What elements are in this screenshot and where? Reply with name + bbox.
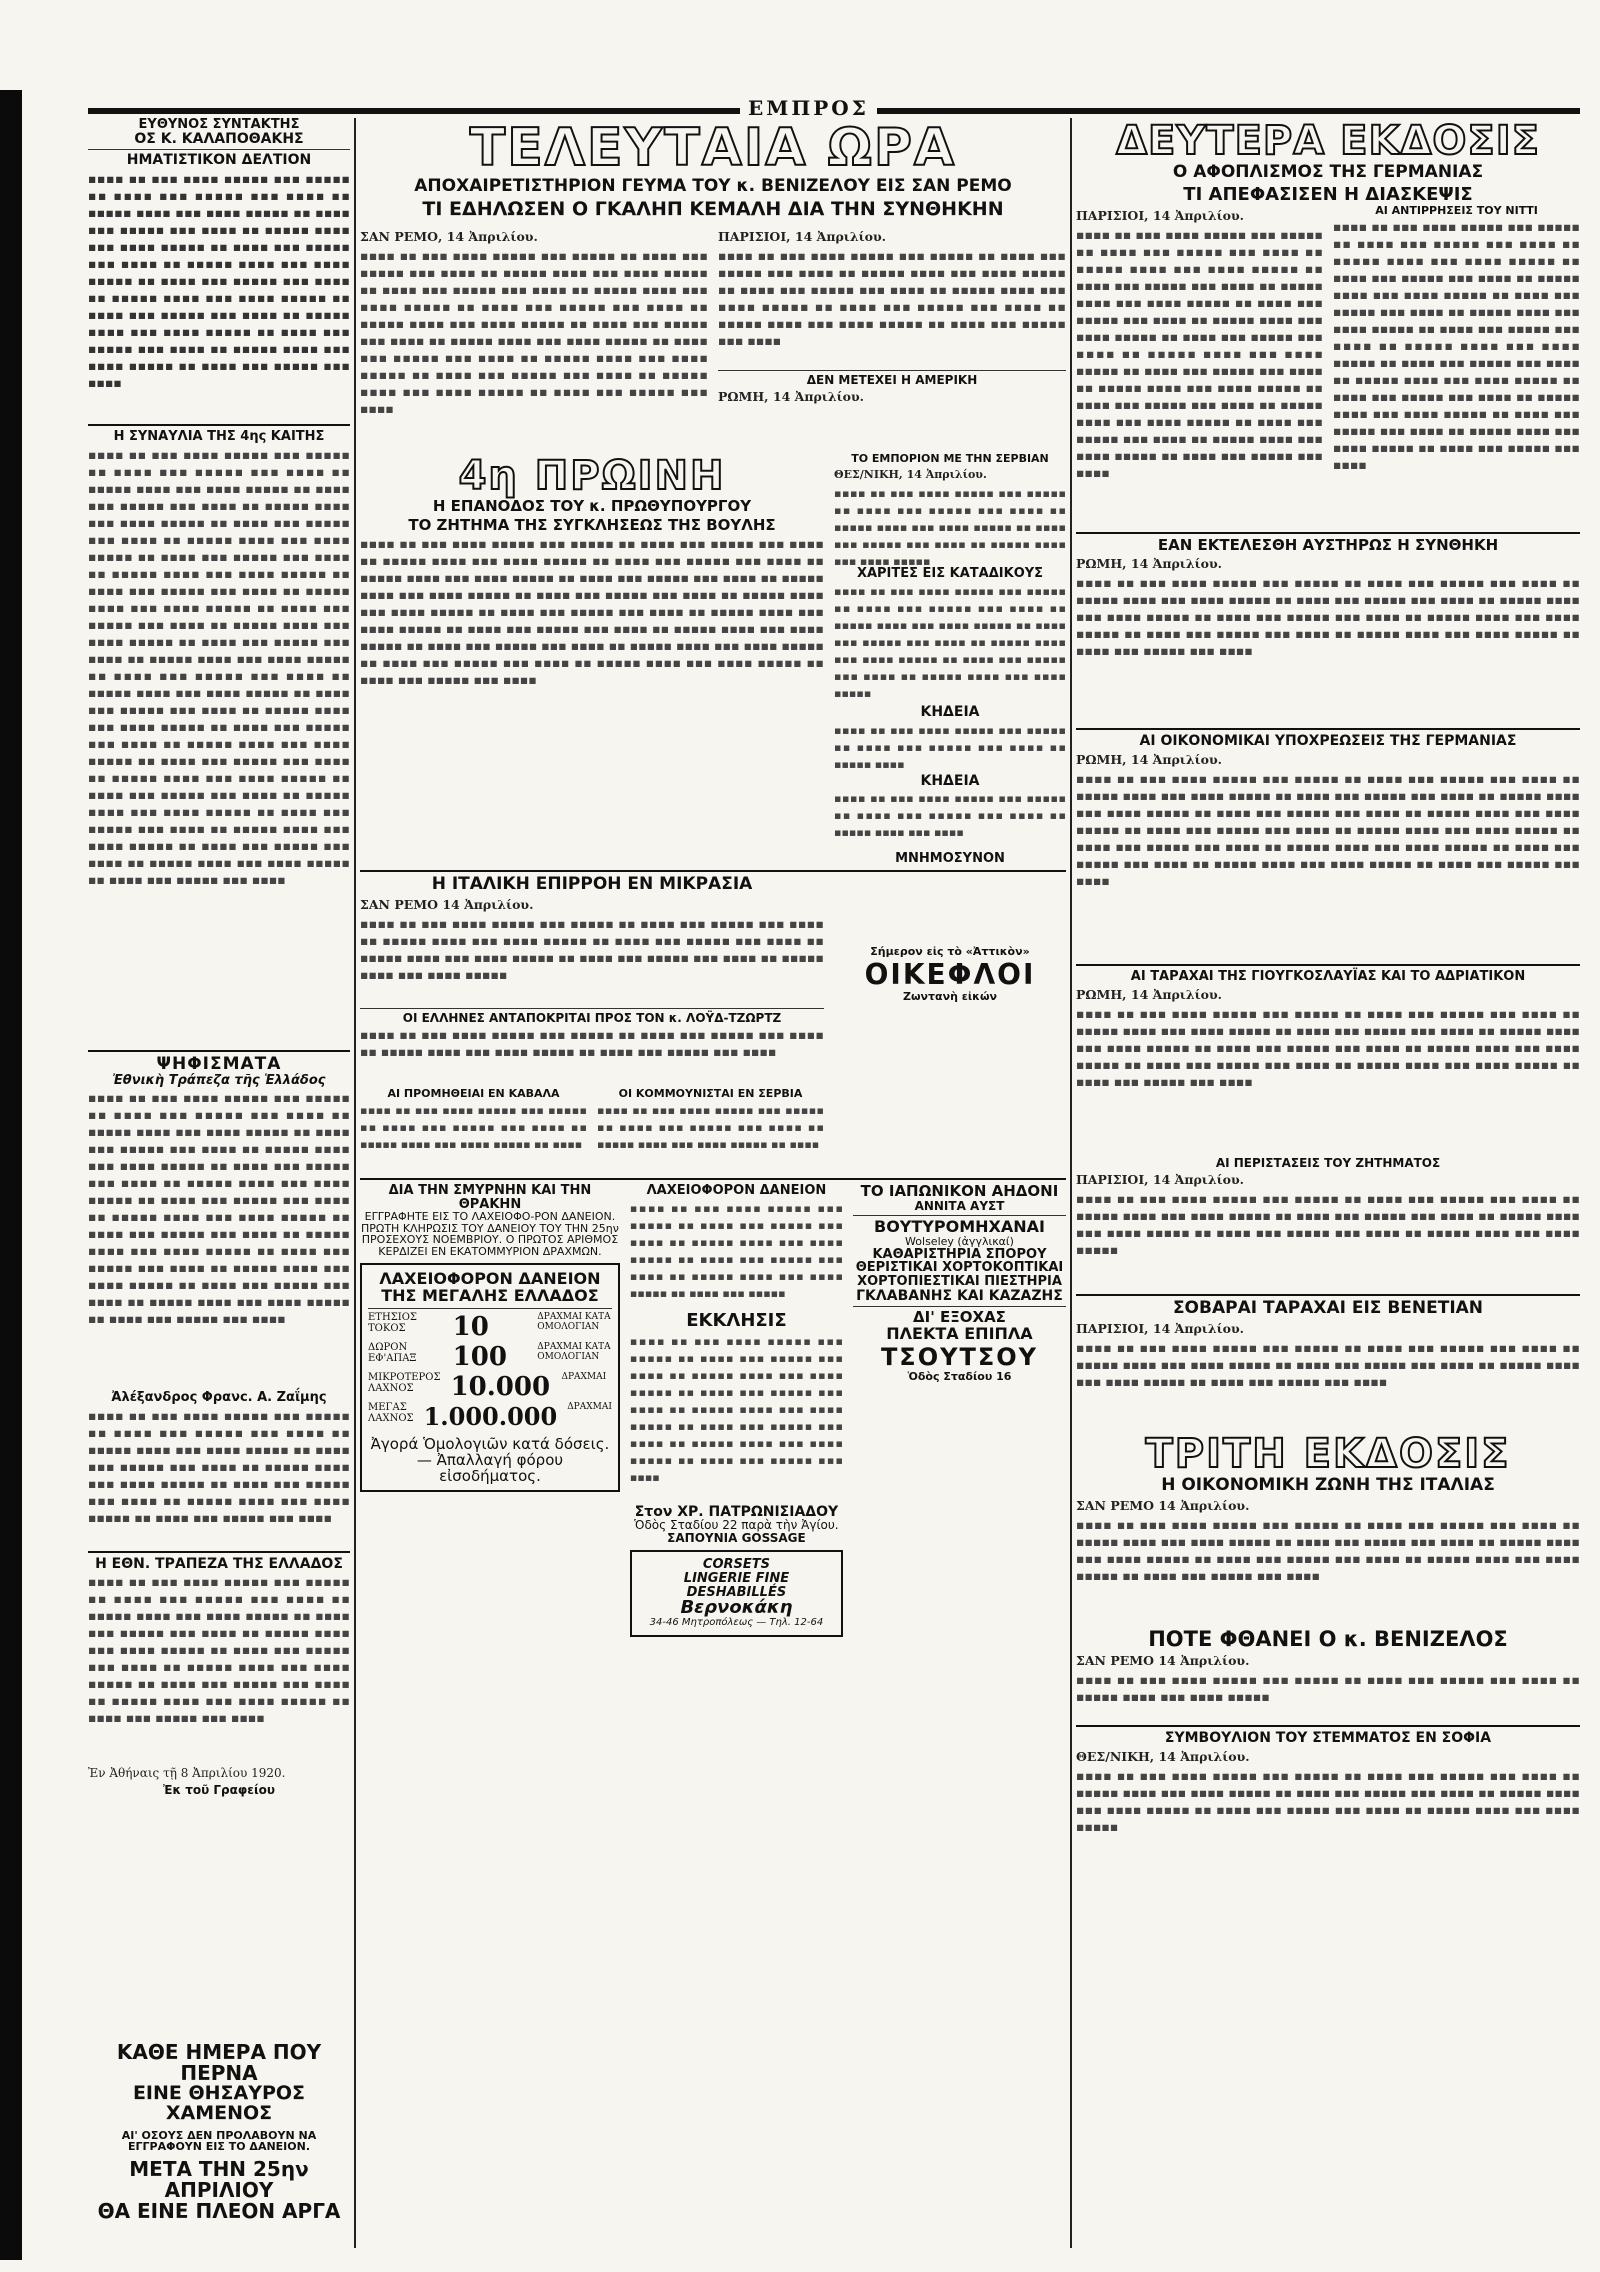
loan-row-unit: ΔΡΑΧΜΑΙ ΚΑΤΑ ΟΜΟΛΟΓΙΑΝ (537, 1312, 611, 1333)
section-heading: ΑΙ ΑΝΤΙΡΡΗΣΕΙΣ ΤΟΥ ΝΙΤΤΙ (1375, 203, 1538, 217)
loan-row-label: ΔΩΡΟΝ ΕΦ'ΑΠΑΞ (368, 1342, 417, 1365)
article-body: ▪▪▪▪ ▪▪ ▪▪▪ ▪▪▪▪ ▪▪▪▪▪ ▪▪▪ ▪▪▪▪▪ ▪▪ ▪▪▪▪ ▪▪▪ ▪▪▪▪▪ ▪▪▪ ▪▪▪▪ ▪▪ ▪▪▪▪▪ ▪▪▪▪ ▪▪▪ ▪▪▪▪ ▪▪▪▪▪ ▪▪ ▪▪▪▪ ▪▪▪ ▪▪▪▪▪ ▪▪▪ ▪▪▪▪ ▪▪ ▪▪▪▪▪ ▪▪▪▪ ▪▪▪ ▪▪▪▪ ▪▪▪▪▪ ▪▪ ▪▪▪▪ ▪▪▪ ▪▪▪▪▪ ▪▪▪ ▪▪▪▪ ▪▪ ▪▪▪▪▪ ▪▪▪▪ ▪▪▪ ▪▪▪▪ ▪▪▪▪▪ ▪▪ ▪▪▪▪ ▪▪▪ ▪▪▪▪▪ ▪▪▪ ▪▪▪▪ ▪▪ ▪▪▪▪▪ ▪▪▪▪ ▪▪▪ ▪▪▪▪ ▪▪▪▪▪ ▪▪ ▪▪▪▪ ▪▪▪ ▪▪▪▪▪ ▪▪▪ ▪▪▪▪ (88, 1574, 350, 1726)
column-right (1076, 118, 1580, 2248)
dateline: ΡΩΜΗ, 14 Ἀπριλίου. (1076, 752, 1223, 768)
loan-row-unit: ΔΡΑΧΜΑΙ (567, 1402, 612, 1413)
headline: Η ΟΙΚΟΝΟΜΙΚΗ ΖΩΝΗ ΤΗΣ ΙΤΑΛΙΑΣ (1161, 1475, 1495, 1496)
headline: Η ΕΠΑΝΟΔΟΣ ΤΟΥ κ. ΠΡΩΘΥΠΟΥΡΓΟΥ (432, 496, 752, 515)
article-body: ▪▪▪▪ ▪▪ ▪▪▪ ▪▪▪▪ ▪▪▪▪▪ ▪▪▪ ▪▪▪▪▪ ▪▪ ▪▪▪▪ ▪▪▪ ▪▪▪▪▪ ▪▪▪ ▪▪▪▪ ▪▪ ▪▪▪▪▪ ▪▪▪▪ ▪▪▪ ▪▪▪▪ ▪▪▪▪▪ ▪▪ ▪▪▪▪ ▪▪▪ ▪▪▪▪▪ ▪▪▪ ▪▪▪▪ ▪▪ ▪▪▪▪▪ ▪▪▪▪ ▪▪▪ ▪▪▪▪ ▪▪▪▪▪ ▪▪ ▪▪▪▪ ▪▪▪ ▪▪▪▪▪ ▪▪▪ ▪▪▪▪ ▪▪ ▪▪▪▪▪ ▪▪▪▪ ▪▪▪ ▪▪▪▪ ▪▪▪▪▪ (834, 584, 1066, 700)
headline: ΣΥΜΒΟΥΛΙΟΝ ΤΟΥ ΣΤΕΜΜΑΤΟΣ ΕΝ ΣΟΦΙΑ (1164, 1730, 1492, 1747)
ad-title: ΤΣΟΥΤΣΟΥ (880, 1342, 1039, 1371)
dateline: ΡΩΜΗ, 14 Ἀπριλίου. (1076, 986, 1223, 1002)
article-body: ▪▪▪▪ ▪▪ ▪▪▪ ▪▪▪▪ ▪▪▪▪▪ ▪▪▪ ▪▪▪▪▪ ▪▪ ▪▪▪▪ ▪▪▪ ▪▪▪▪▪ ▪▪▪ ▪▪▪▪ ▪▪ ▪▪▪▪▪ ▪▪▪▪ ▪▪▪ ▪▪▪▪ ▪▪▪▪▪ ▪▪ ▪▪▪▪ ▪▪▪ ▪▪▪▪▪ ▪▪▪ ▪▪▪▪ (360, 1027, 824, 1060)
ad-body: ΕΓΓΡΑΦΗΤΕ ΕΙΣ ΤΟ ΛΑΧΕΙΟΦΟ-ΡΟΝ ΔΑΝΕΙΟΝ. ΠΡΩΤΗ ΚΛΗΡΩΣΙΣ ΤΟΥ ΔΑΝΕΙΟΥ ΤΟΥ ΤΗΝ 25ην ΠΡΟΣΕΧΟΥΣ ΝΟΕΜΒΡΙΟΥ. Ο ΠΡΩΤΟΣ ΑΡΙΘΜΟΣ ΚΕΡΔΙΖΕΙ ΕΝ ΕΚΑΤΟΜΜΥΡΙΟΝ ΔΡΑΧΜΩΝ. (361, 1210, 619, 1258)
ad-address: Ὁδὸς Σταδίου 22 παρὰ τὴν Ἀγίου. (634, 1518, 839, 1533)
ad-title: ΘΕΡΙΣΤΙΚΑΙ ΧΟΡΤΟΚΟΠΤΙΚΑΙ (855, 1260, 1064, 1276)
section-heading: Η ΕΘΝ. ΤΡΑΠΕΖΑ ΤΗΣ ΕΛΛΑΔΟΣ (95, 1555, 343, 1572)
ad-title: ΟΙΚΕΦΛΟΙ (864, 957, 1036, 991)
loan-row-unit: ΔΡΑΧΜΑΙ ΚΑΤΑ ΟΜΟΛΟΓΙΑΝ (537, 1342, 611, 1363)
article-body: ▪▪▪▪ ▪▪ ▪▪▪ ▪▪▪▪ ▪▪▪▪▪ ▪▪▪ ▪▪▪▪▪ ▪▪ ▪▪▪▪ ▪▪▪ ▪▪▪▪▪ ▪▪▪ ▪▪▪▪ ▪▪ ▪▪▪▪▪ ▪▪▪▪ ▪▪▪ ▪▪▪▪ ▪▪▪▪▪ ▪▪ ▪▪▪▪ ▪▪▪ ▪▪▪▪▪ ▪▪▪ ▪▪▪▪ ▪▪ ▪▪▪▪▪ ▪▪▪▪ ▪▪▪ ▪▪▪▪ ▪▪▪▪▪ ▪▪ ▪▪▪▪ ▪▪▪ ▪▪▪▪▪ ▪▪▪ ▪▪▪▪ ▪▪ ▪▪▪▪▪ ▪▪▪▪ ▪▪▪ ▪▪▪▪ ▪▪▪▪▪ ▪▪ ▪▪▪▪ ▪▪▪ ▪▪▪▪▪ ▪▪▪ ▪▪▪▪ (88, 1407, 350, 1525)
section-heading: ΤΟ ΕΜΠΟΡΙΟΝ ΜΕ ΤΗΝ ΣΕΡΒΙΑΝ (851, 451, 1049, 465)
section-heading: ΔΕΝ ΜΕΤΕΧΕΙ Η ΑΜΕΡΙΚΗ (806, 372, 978, 387)
loan-title: ΛΑΧΕΙΟΦΟΡΟΝ ΔΑΝΕΙΟΝ (379, 1269, 601, 1289)
ad-line: ΚΑΘΕ ΗΜΕΡΑ ΠΟΥ ΠΕΡΝΑ (116, 2042, 322, 2085)
banner-headline: ΤΡΙΤΗ ΕΚΔΟΣΙΣ (1145, 1431, 1511, 1478)
loan-row-value: 10.000 (450, 1372, 551, 1403)
headline: ΣΟΒΑΡΑΙ ΤΑΡΑΧΑΙ ΕΙΣ ΒΕΝΕΤΙΑΝ (1172, 1298, 1484, 1319)
ad-line: ΘΑ ΕΙΝΕ ΠΛΕΟΝ ΑΡΓΑ (97, 2198, 341, 2223)
article-body: ▪▪▪▪ ▪▪ ▪▪▪ ▪▪▪▪ ▪▪▪▪▪ ▪▪▪ ▪▪▪▪▪ ▪▪ ▪▪▪▪ ▪▪▪ ▪▪▪▪▪ ▪▪▪ ▪▪▪▪ ▪▪ ▪▪▪▪▪ ▪▪▪▪ ▪▪▪ ▪▪▪▪ ▪▪▪▪▪ ▪▪ ▪▪▪▪ (597, 1103, 824, 1151)
scan-binding-edge (0, 90, 22, 2260)
article-body: ▪▪▪▪ ▪▪ ▪▪▪ ▪▪▪▪ ▪▪▪▪▪ ▪▪▪ ▪▪▪▪▪ ▪▪ ▪▪▪▪ ▪▪▪ ▪▪▪▪▪ ▪▪▪ ▪▪▪▪ ▪▪ ▪▪▪▪▪ ▪▪▪▪ ▪▪▪ ▪▪▪▪ ▪▪▪▪▪ ▪▪ ▪▪▪▪ ▪▪▪ ▪▪▪▪▪ ▪▪▪ ▪▪▪▪ ▪▪ ▪▪▪▪▪ ▪▪▪▪ ▪▪▪ ▪▪▪▪ ▪▪▪▪▪ ▪▪ ▪▪▪▪ ▪▪▪ ▪▪▪▪▪ ▪▪▪ ▪▪▪▪ ▪▪ ▪▪▪▪▪ ▪▪▪▪ ▪▪▪ ▪▪▪▪ ▪▪▪▪▪ ▪▪ ▪▪▪▪ ▪▪▪ ▪▪▪▪▪ ▪▪▪ ▪▪▪▪ ▪▪ ▪▪▪▪▪ ▪▪▪▪ ▪▪▪ ▪▪▪▪ ▪▪▪▪▪ ▪▪ ▪▪▪▪ ▪▪▪ ▪▪▪▪▪ ▪▪▪ ▪▪▪▪ ▪▪ ▪▪▪▪▪ ▪▪▪▪ ▪▪▪ ▪▪▪▪ ▪▪▪▪▪ ▪▪ ▪▪▪▪ ▪▪▪ ▪▪▪▪▪ ▪▪▪ ▪▪▪▪ ▪▪ ▪▪▪▪▪ ▪▪▪▪ ▪▪▪ ▪▪▪▪ ▪▪▪▪▪ ▪▪ ▪▪▪▪ ▪▪▪ ▪▪▪▪▪ ▪▪▪ ▪▪▪▪ (360, 247, 708, 416)
article-body: ▪▪▪▪ ▪▪ ▪▪▪ ▪▪▪▪ ▪▪▪▪▪ ▪▪▪ ▪▪▪▪▪ ▪▪ ▪▪▪▪ ▪▪▪ ▪▪▪▪▪ ▪▪▪ ▪▪▪▪ ▪▪ ▪▪▪▪▪ ▪▪▪▪ ▪▪▪ ▪▪▪▪ ▪▪▪▪▪ ▪▪ ▪▪▪▪ ▪▪▪ ▪▪▪▪▪ ▪▪▪ ▪▪▪▪ ▪▪ ▪▪▪▪▪ ▪▪▪▪ ▪▪▪ ▪▪▪▪ ▪▪▪▪▪ ▪▪ ▪▪▪▪ ▪▪▪ ▪▪▪▪▪ ▪▪▪ ▪▪▪▪ ▪▪ ▪▪▪▪▪ ▪▪▪▪ ▪▪▪ ▪▪▪▪ ▪▪▪▪▪ ▪▪ ▪▪▪▪ ▪▪▪ ▪▪▪▪▪ ▪▪▪ ▪▪▪▪ ▪▪ ▪▪▪▪▪ ▪▪▪▪ ▪▪▪ ▪▪▪▪ ▪▪▪▪▪ ▪▪ ▪▪▪▪ ▪▪▪ ▪▪▪▪▪ ▪▪▪ ▪▪▪▪ ▪▪ ▪▪▪▪▪ ▪▪▪▪ ▪▪▪ ▪▪▪▪ ▪▪▪▪▪ ▪▪ ▪▪▪▪ ▪▪▪ ▪▪▪▪▪ ▪▪▪ ▪▪▪▪ ▪▪ ▪▪▪▪▪ ▪▪▪▪ ▪▪▪ ▪▪▪▪ ▪▪▪▪▪ ▪▪ ▪▪▪▪ ▪▪▪ ▪▪▪▪▪ ▪▪▪ ▪▪▪▪ ▪▪ ▪▪▪▪▪ ▪▪▪▪ ▪▪▪ ▪▪▪▪ ▪▪▪▪▪ ▪▪ ▪▪▪▪ ▪▪▪ ▪▪▪▪▪ ▪▪▪ ▪▪▪▪ (88, 1090, 350, 1327)
section-heading: ΑΙ ΠΡΟΜΗΘΕΙΑΙ ΕΝ ΚΑΒΑΛΑ (387, 1087, 560, 1101)
date-line: Ἐν Ἀθήναις τῇ 8 Ἀπριλίου 1920. (88, 1766, 286, 1781)
ad-subtitle: Wolseley (ἀγγλικαί) (905, 1235, 1014, 1249)
article-body: ▪▪▪▪ ▪▪ ▪▪▪ ▪▪▪▪ ▪▪▪▪▪ ▪▪▪ ▪▪▪▪▪ ▪▪ ▪▪▪▪ ▪▪▪ ▪▪▪▪▪ ▪▪▪ ▪▪▪▪ ▪▪ ▪▪▪▪▪ ▪▪▪▪ ▪▪▪ ▪▪▪▪ ▪▪▪▪▪ ▪▪ ▪▪▪▪ ▪▪▪ ▪▪▪▪▪ ▪▪▪ ▪▪▪▪ ▪▪ ▪▪▪▪▪ ▪▪▪▪ ▪▪▪ ▪▪▪▪ ▪▪▪▪▪ ▪▪ ▪▪▪▪ ▪▪▪ ▪▪▪▪▪ ▪▪▪ ▪▪▪▪ ▪▪ ▪▪▪▪▪ ▪▪▪▪ ▪▪▪ ▪▪▪▪ ▪▪▪▪▪ ▪▪ ▪▪▪▪ ▪▪▪ ▪▪▪▪▪ ▪▪▪ ▪▪▪▪ ▪▪ ▪▪▪▪▪ ▪▪▪▪ ▪▪▪ ▪▪▪▪ ▪▪▪▪▪ ▪▪ ▪▪▪▪ ▪▪▪ ▪▪▪▪▪ ▪▪▪ ▪▪▪▪ ▪▪ ▪▪▪▪▪ ▪▪▪▪ ▪▪▪ ▪▪▪▪ ▪▪▪▪▪ ▪▪ ▪▪▪▪ ▪▪▪ ▪▪▪▪▪ ▪▪▪ ▪▪▪▪ ▪▪ ▪▪▪▪▪ ▪▪▪▪ ▪▪▪ ▪▪▪▪ ▪▪▪▪▪ ▪▪ ▪▪▪▪ ▪▪▪ ▪▪▪▪▪ ▪▪▪ ▪▪▪▪ (88, 171, 350, 391)
banner-headline: ΔΕΥΤΕΡΑ ΕΚΔΟΣΙΣ (1116, 118, 1540, 164)
ad-address: 34-46 Μητροπόλεως — Τηλ. 12-64 (649, 1617, 824, 1629)
column-divider (354, 118, 356, 2248)
ad-line: ΑΙ' ΟΣΟΥΣ ΔΕΝ ΠΡΟΛΑΒΟΥΝ ΝΑ ΕΓΓΡΑΦΟΥΝ ΕΙΣ ΤΟ ΔΑΝΕΙΟΝ. (121, 2128, 317, 2154)
article-body: ▪▪▪▪ ▪▪ ▪▪▪ ▪▪▪▪ ▪▪▪▪▪ ▪▪▪ ▪▪▪▪▪ ▪▪ ▪▪▪▪ ▪▪▪ ▪▪▪▪▪ ▪▪▪ ▪▪▪▪ ▪▪ ▪▪▪▪▪ ▪▪▪▪ ▪▪▪ ▪▪▪▪ ▪▪▪▪▪ ▪▪ ▪▪▪▪ ▪▪▪ ▪▪▪▪▪ ▪▪▪ ▪▪▪▪ ▪▪ ▪▪▪▪▪ ▪▪▪▪ ▪▪▪ ▪▪▪▪ ▪▪▪▪▪ ▪▪ ▪▪▪▪ ▪▪▪ ▪▪▪▪▪ ▪▪▪ ▪▪▪▪ ▪▪ ▪▪▪▪▪ ▪▪▪▪ ▪▪▪ ▪▪▪▪ ▪▪▪▪▪ ▪▪ ▪▪▪▪ ▪▪▪ ▪▪▪▪▪ ▪▪▪ ▪▪▪▪ ▪▪ ▪▪▪▪▪ ▪▪▪▪ ▪▪▪ ▪▪▪▪ ▪▪▪▪▪ ▪▪ ▪▪▪▪ ▪▪▪ ▪▪▪▪▪ ▪▪▪ ▪▪▪▪ ▪▪ ▪▪▪▪▪ ▪▪▪▪ ▪▪▪ ▪▪▪▪ ▪▪▪▪▪ ▪▪ ▪▪▪▪ ▪▪▪ ▪▪▪▪▪ ▪▪▪ ▪▪▪▪ ▪▪ ▪▪▪▪▪ ▪▪▪▪ ▪▪▪ ▪▪▪▪ ▪▪▪▪▪ ▪▪ ▪▪▪▪ ▪▪▪ ▪▪▪▪▪ ▪▪▪ ▪▪▪▪ ▪▪ ▪▪▪▪▪ ▪▪▪▪ ▪▪▪ ▪▪▪▪ ▪▪▪▪▪ ▪▪ ▪▪▪▪ ▪▪▪ ▪▪▪▪▪ ▪▪▪ ▪▪▪▪ ▪▪ ▪▪▪▪▪ ▪▪▪▪ ▪▪▪ ▪▪▪▪ ▪▪▪▪▪ ▪▪ ▪▪▪▪ ▪▪▪ ▪▪▪▪▪ ▪▪▪ ▪▪▪▪ (360, 536, 824, 688)
dateline: ΡΩΜΗ, 14 Ἀπριλίου. (1076, 556, 1223, 572)
signature: Ἐκ τοῦ Γραφείου (163, 1783, 275, 1798)
dateline: ΠΑΡΙΣΙΟΙ, 14 Ἀπριλίου. (718, 228, 887, 244)
ad-title: ΠΛΕΚΤΑ ΕΠΙΠΛΑ (886, 1324, 1033, 1344)
dateline: ΠΑΡΙΣΙΟΙ, 14 Ἀπριλίου. (1076, 207, 1245, 223)
loan-subtitle: ΤΗΣ ΜΕΓΑΛΗΣ ΕΛΛΑΔΟΣ (381, 1286, 599, 1306)
section-heading: ΑΙ ΠΕΡΙΣΤΑΣΕΙΣ ΤΟΥ ΖΗΤΗΜΑΤΟΣ (1215, 1155, 1441, 1170)
loan-row-label: ΜΙΚΡΟΤΕΡΟΣ ΛΑΧΝΟΣ (368, 1372, 441, 1395)
ad-line: DESHABILLÉS (686, 1584, 787, 1600)
editor-name: ΟΣ Κ. ΚΑΛΑΠΟΘΑΚΗΣ (134, 130, 304, 147)
ad-title: Στον ΧΡ. ΠΑΤΡΩΝΙΣΙΑΔΟΥ (634, 1503, 839, 1520)
article-body: ▪▪▪▪ ▪▪ ▪▪▪ ▪▪▪▪ ▪▪▪▪▪ ▪▪▪ ▪▪▪▪▪ ▪▪ ▪▪▪▪ ▪▪▪ ▪▪▪▪▪ ▪▪▪ ▪▪▪▪ ▪▪ ▪▪▪▪▪ ▪▪▪▪ ▪▪▪ ▪▪▪▪ ▪▪▪▪▪ ▪▪ ▪▪▪▪ ▪▪▪ ▪▪▪▪▪ ▪▪▪ ▪▪▪▪ ▪▪ ▪▪▪▪▪ ▪▪▪▪ ▪▪▪ ▪▪▪▪ ▪▪▪▪▪ ▪▪ ▪▪▪▪ ▪▪▪ ▪▪▪▪▪ ▪▪▪ ▪▪▪▪ ▪▪ ▪▪▪▪▪ ▪▪▪▪ ▪▪▪ ▪▪▪▪ ▪▪▪▪▪ (360, 915, 824, 982)
dateline: ΠΑΡΙΣΙΟΙ, 14 Ἀπριλίου. (1076, 1321, 1245, 1337)
section-heading: ΚΗΔΕΙΑ (920, 772, 980, 789)
article-body: ▪▪▪▪ ▪▪ ▪▪▪ ▪▪▪▪ ▪▪▪▪▪ ▪▪▪ ▪▪▪▪▪ ▪▪ ▪▪▪▪ ▪▪▪ ▪▪▪▪▪ ▪▪▪ ▪▪▪▪ ▪▪ ▪▪▪▪▪ ▪▪▪▪ ▪▪▪ ▪▪▪▪ (834, 792, 1066, 840)
dateline: ΣΑΝ ΡΕΜΟ 14 Ἀπριλίου. (360, 896, 534, 912)
ad-title: ΧΟΡΤΟΠΙΕΣΤΙΚΑΙ ΠΙΕΣΤΗΡΙΑ (857, 1273, 1062, 1289)
section-heading: ΧΑΡΙΤΕΣ ΕΙΣ ΚΑΤΑΔΙΚΟΥΣ (856, 566, 1044, 582)
section-heading: ΕΚΚΛΗΣΙΣ (686, 1309, 787, 1331)
loan-ad-box (360, 1263, 620, 1492)
dateline: ΠΑΡΙΣΙΟΙ, 14 Ἀπριλίου. (1076, 1172, 1245, 1188)
headline: ΟΙ ΕΛΛΗΝΕΣ ΑΝΤΑΠΟΚΡΙΤΑΙ ΠΡΟΣ ΤΟΝ κ. ΛΟΫΔ-ΤΖΩΡΤΖ (402, 1010, 782, 1025)
loan-row (368, 1372, 612, 1402)
dateline: ΣΑΝ ΡΕΜΟ 14 Ἀπριλίου. (1076, 1498, 1250, 1514)
ad-title: ΚΑΘΑΡΙΣΤΗΡΙΑ ΣΠΟΡΟΥ (872, 1246, 1047, 1262)
loan-row-label: ΕΤΗΣΙΟΣ ΤΟΚΟΣ (368, 1312, 417, 1335)
ad-subtitle: Ζωντανὴ εἰκών (902, 989, 998, 1003)
dateline: ΘΕΣ/ΝΙΚΗ, 14 Ἀπριλίου. (834, 468, 987, 482)
loan-row-value: 10 (452, 1312, 489, 1343)
headline: ΑΙ ΤΑΡΑΧΑΙ ΤΗΣ ΓΙΟΥΓΚΟΣΛΑΥΪΑΣ ΚΑΙ ΤΟ ΑΔΡΙΑΤΙΚΟΝ (1130, 969, 1526, 985)
masthead-title: ΕΜΠΡΟΣ (740, 96, 877, 120)
article-body: ▪▪▪▪ ▪▪ ▪▪▪ ▪▪▪▪ ▪▪▪▪▪ ▪▪▪ ▪▪▪▪▪ ▪▪ ▪▪▪▪ ▪▪▪ ▪▪▪▪▪ ▪▪▪ ▪▪▪▪ ▪▪ ▪▪▪▪▪ ▪▪▪▪ ▪▪▪ ▪▪▪▪ ▪▪▪▪▪ ▪▪ ▪▪▪▪ ▪▪▪ ▪▪▪▪▪ ▪▪▪ ▪▪▪▪ ▪▪ ▪▪▪▪▪ ▪▪▪▪ ▪▪▪ ▪▪▪▪ ▪▪▪▪▪ ▪▪ ▪▪▪▪ ▪▪▪ ▪▪▪▪▪ ▪▪▪ ▪▪▪▪ ▪▪ ▪▪▪▪▪ ▪▪▪▪ ▪▪▪ ▪▪▪▪ ▪▪▪▪▪ ▪▪ ▪▪▪▪ ▪▪▪ ▪▪▪▪▪ ▪▪▪ ▪▪▪▪ ▪▪ ▪▪▪▪▪ ▪▪▪▪ ▪▪▪ ▪▪▪▪ ▪▪▪▪▪ ▪▪ ▪▪▪▪ ▪▪▪ ▪▪▪▪▪ ▪▪▪ ▪▪▪▪ ▪▪ ▪▪▪▪▪ ▪▪▪▪ ▪▪▪ ▪▪▪▪ ▪▪▪▪▪ ▪▪ ▪▪▪▪ ▪▪▪ ▪▪▪▪▪ ▪▪▪ ▪▪▪▪ ▪▪ ▪▪▪▪▪ ▪▪▪▪ ▪▪▪ ▪▪▪▪ ▪▪▪▪▪ ▪▪ ▪▪▪▪ ▪▪▪ ▪▪▪▪▪ ▪▪▪ ▪▪▪▪ (1076, 771, 1580, 889)
headline: ΠΟΤΕ ΦΘΑΝΕΙ Ο κ. ΒΕΝΙΖΕΛΟΣ (1148, 1627, 1508, 1652)
article-body: ▪▪▪▪ ▪▪ ▪▪▪ ▪▪▪▪ ▪▪▪▪▪ ▪▪▪ ▪▪▪▪▪ ▪▪ ▪▪▪▪ ▪▪▪ ▪▪▪▪▪ ▪▪▪ ▪▪▪▪ ▪▪ ▪▪▪▪▪ ▪▪▪▪ ▪▪▪ ▪▪▪▪ ▪▪▪▪▪ ▪▪ ▪▪▪▪ ▪▪▪ ▪▪▪▪▪ ▪▪▪ ▪▪▪▪ ▪▪ ▪▪▪▪▪ ▪▪▪▪ ▪▪▪ ▪▪▪▪ ▪▪▪▪▪ ▪▪ ▪▪▪▪ ▪▪▪ ▪▪▪▪▪ ▪▪▪ ▪▪▪▪ ▪▪ ▪▪▪▪▪ ▪▪▪▪ ▪▪▪ ▪▪▪▪ ▪▪▪▪▪ ▪▪ ▪▪▪▪ ▪▪▪ ▪▪▪▪▪ ▪▪▪ ▪▪▪▪ ▪▪ ▪▪▪▪▪ ▪▪▪▪ ▪▪▪ ▪▪▪▪ ▪▪▪▪▪ ▪▪ ▪▪▪▪ ▪▪▪ ▪▪▪▪▪ ▪▪▪ ▪▪▪▪ (1076, 575, 1580, 659)
ad-title: ΣΑΠΟΥΝΙΑ GOSSAGE (667, 1530, 806, 1545)
editor-line: ΕΥΘΥΝΟΣ ΣΥΝΤΑΚΤΗΣ (138, 118, 300, 132)
section-banner: 4η ΠΡΩΙΝΗ (458, 452, 726, 499)
signature: Ἀλέξανδρος Φρανc. Α. Ζαΐμης (111, 1390, 327, 1406)
loan-footer: Ἀγορά Ὁμολογιῶν κατά δόσεις.— Ἀπαλλαγή φόρου εἰσοδήματος. (370, 1435, 610, 1485)
headline: ΑΠΟΧΑΙΡΕΤΙΣΤΗΡΙΟΝ ΓΕΥΜΑ ΤΟΥ κ. ΒΕΝΙΖΕΛΟΥ ΕΙΣ ΣΑΝ ΡΕΜΟ (414, 176, 1012, 196)
headline: Ο ΑΦΟΠΛΙΣΜΟΣ ΤΗΣ ΓΕΡΜΑΝΙΑΣ (1172, 162, 1484, 182)
headline: ΔΙΑ ΤΗΝ ΣΜΥΡΝΗΝ ΚΑΙ ΤΗΝ ΘΡΑΚΗΝ (388, 1182, 592, 1212)
dateline: ΣΑΝ ΡΕΜΟ, 14 Ἀπριλίου. (360, 228, 538, 244)
loan-row-value: 1.000.000 (423, 1402, 558, 1432)
loan-advertisement (88, 2042, 350, 2242)
article-body: ▪▪▪▪ ▪▪ ▪▪▪ ▪▪▪▪ ▪▪▪▪▪ ▪▪▪ ▪▪▪▪▪ ▪▪ ▪▪▪▪ ▪▪▪ ▪▪▪▪▪ ▪▪▪ ▪▪▪▪ ▪▪ ▪▪▪▪▪ ▪▪▪▪ ▪▪▪ ▪▪▪▪ ▪▪▪▪▪ ▪▪ ▪▪▪▪ ▪▪▪ ▪▪▪▪▪ ▪▪▪ ▪▪▪▪ ▪▪ ▪▪▪▪▪ ▪▪▪▪ ▪▪▪ ▪▪▪▪ ▪▪▪▪▪ ▪▪ ▪▪▪▪ ▪▪▪ ▪▪▪▪▪ ▪▪▪ ▪▪▪▪ (1076, 1340, 1580, 1390)
headline: ΤΙ ΕΔΗΛΩΣΕΝ Ο ΓΚΑΛΗΠ ΚΕΜΑΛΗ ΔΙΑ ΤΗΝ ΣΥΝΘΗΚΗΝ (422, 197, 1004, 220)
ad-address: Ὁδὸς Σταδίου 16 (907, 1369, 1012, 1383)
section-heading: ΜΝΗΜΟΣΥΝΟΝ (895, 851, 1005, 867)
column-center (360, 118, 1066, 2248)
article-body: ▪▪▪▪ ▪▪ ▪▪▪ ▪▪▪▪ ▪▪▪▪▪ ▪▪▪ ▪▪▪▪▪ ▪▪ ▪▪▪▪ ▪▪▪ ▪▪▪▪▪ ▪▪▪ ▪▪▪▪ ▪▪ ▪▪▪▪▪ ▪▪▪▪ ▪▪▪ ▪▪▪▪ ▪▪▪▪▪ ▪▪ ▪▪▪▪ ▪▪▪ ▪▪▪▪▪ ▪▪▪ ▪▪▪▪ ▪▪ ▪▪▪▪▪ ▪▪▪▪ ▪▪▪ ▪▪▪▪ ▪▪▪▪▪ ▪▪ ▪▪▪▪ ▪▪▪ ▪▪▪▪▪ ▪▪▪ ▪▪▪▪ ▪▪ ▪▪▪▪▪ ▪▪▪▪ ▪▪▪ ▪▪▪▪ ▪▪▪▪▪ (1076, 1767, 1580, 1834)
subheading: Ἐθνικὴ Τράπεζα τῆς Ἑλλάδος (112, 1072, 326, 1088)
article-body: ▪▪▪▪ ▪▪ ▪▪▪ ▪▪▪▪ ▪▪▪▪▪ ▪▪▪ ▪▪▪▪▪ ▪▪ ▪▪▪▪ ▪▪▪ ▪▪▪▪▪ ▪▪▪ ▪▪▪▪ ▪▪ ▪▪▪▪▪ ▪▪▪▪ ▪▪▪ ▪▪▪▪ ▪▪▪▪▪ ▪▪ ▪▪▪▪ ▪▪▪ ▪▪▪▪▪ ▪▪▪ ▪▪▪▪ ▪▪ ▪▪▪▪▪ ▪▪▪▪ ▪▪▪ ▪▪▪▪ ▪▪▪▪▪ ▪▪ ▪▪▪▪ ▪▪▪ ▪▪▪▪▪ (629, 1201, 843, 1300)
loan-row-label: ΜΕΓΑΣ ΛΑΧΝΟΣ (368, 1402, 414, 1425)
article-body: ▪▪▪▪ ▪▪ ▪▪▪ ▪▪▪▪ ▪▪▪▪▪ ▪▪▪ ▪▪▪▪▪ ▪▪ ▪▪▪▪ ▪▪▪ ▪▪▪▪▪ ▪▪▪ ▪▪▪▪ ▪▪ ▪▪▪▪▪ ▪▪▪▪ ▪▪▪ ▪▪▪▪ ▪▪▪▪▪ ▪▪ ▪▪▪▪ ▪▪▪ ▪▪▪▪▪ ▪▪▪ ▪▪▪▪ ▪▪ ▪▪▪▪▪ ▪▪▪▪ ▪▪▪ ▪▪▪▪ ▪▪▪▪▪ (834, 487, 1066, 569)
loan-row-value: 100 (452, 1342, 507, 1373)
loan-row (368, 1312, 612, 1342)
ad-signature: Βερνοκάκη (680, 1597, 793, 1619)
dateline: ΣΑΝ ΡΕΜΟ 14 Ἀπριλίου. (1076, 1653, 1250, 1669)
ad-title: ΓΚΛΑΒΑΝΗΣ ΚΑΙ ΚΑΖΑΖΗΣ (856, 1287, 1063, 1304)
section-heading: Σήμερον εἰς τὸ «Ἀττικὸν» (870, 944, 1030, 958)
ad-title: ΔΙ' ΕΞΟΧΑΣ (913, 1308, 1006, 1327)
article-body: ▪▪▪▪ ▪▪ ▪▪▪ ▪▪▪▪ ▪▪▪▪▪ ▪▪▪ ▪▪▪▪▪ ▪▪ ▪▪▪▪ ▪▪▪ ▪▪▪▪▪ ▪▪▪ ▪▪▪▪ ▪▪ ▪▪▪▪▪ ▪▪▪▪ ▪▪▪ ▪▪▪▪ ▪▪▪▪▪ ▪▪ ▪▪▪▪ ▪▪▪ ▪▪▪▪▪ ▪▪▪ ▪▪▪▪ ▪▪ ▪▪▪▪▪ ▪▪▪▪ ▪▪▪ ▪▪▪▪ ▪▪▪▪▪ ▪▪ ▪▪▪▪ ▪▪▪ ▪▪▪▪▪ ▪▪▪ ▪▪▪▪ ▪▪ ▪▪▪▪▪ ▪▪▪▪ ▪▪▪ ▪▪▪▪ ▪▪▪▪▪ ▪▪ ▪▪▪▪ ▪▪▪ ▪▪▪▪▪ ▪▪▪ ▪▪▪▪ (1076, 1517, 1580, 1584)
column-left (88, 118, 350, 2238)
article-body: ▪▪▪▪ ▪▪ ▪▪▪ ▪▪▪▪ ▪▪▪▪▪ ▪▪▪ ▪▪▪▪▪ ▪▪ ▪▪▪▪ ▪▪▪ ▪▪▪▪▪ ▪▪▪ ▪▪▪▪ ▪▪ ▪▪▪▪▪ ▪▪▪▪ ▪▪▪ ▪▪▪▪ ▪▪▪▪▪ ▪▪ ▪▪▪▪ (360, 1103, 587, 1151)
article-body: ▪▪▪▪ ▪▪ ▪▪▪ ▪▪▪▪ ▪▪▪▪▪ ▪▪▪ ▪▪▪▪▪ ▪▪ ▪▪▪▪ ▪▪▪ ▪▪▪▪▪ ▪▪▪ ▪▪▪▪ ▪▪ ▪▪▪▪▪ ▪▪▪▪ (834, 723, 1066, 771)
ad-line: ΜΕΤΑ ΤΗΝ 25ην ΑΠΡΙΛΙΟΥ (129, 2156, 309, 2202)
headline: ΤΟ ΖΗΤΗΜΑ ΤΗΣ ΣΥΓΚΛΗΣΕΩΣ ΤΗΣ ΒΟΥΛΗΣ (408, 515, 776, 534)
article-body: ▪▪▪▪ ▪▪ ▪▪▪ ▪▪▪▪ ▪▪▪▪▪ ▪▪▪ ▪▪▪▪▪ ▪▪ ▪▪▪▪ ▪▪▪ ▪▪▪▪▪ ▪▪▪ ▪▪▪▪ ▪▪ ▪▪▪▪▪ ▪▪▪▪ ▪▪▪ ▪▪▪▪ ▪▪▪▪▪ (1076, 1672, 1580, 1705)
headline: ΑΙ ΟΙΚΟΝΟΜΙΚΑΙ ΥΠΟΧΡΕΩΣΕΙΣ ΤΗΣ ΓΕΡΜΑΝΙΑΣ (1139, 733, 1517, 750)
dateline: ΘΕΣ/ΝΙΚΗ, 14 Ἀπριλίου. (1076, 1748, 1250, 1764)
article-body: ▪▪▪▪ ▪▪ ▪▪▪ ▪▪▪▪ ▪▪▪▪▪ ▪▪▪ ▪▪▪▪▪ ▪▪ ▪▪▪▪ ▪▪▪ ▪▪▪▪▪ ▪▪▪ ▪▪▪▪ ▪▪ ▪▪▪▪▪ ▪▪▪▪ ▪▪▪ ▪▪▪▪ ▪▪▪▪▪ ▪▪ ▪▪▪▪ ▪▪▪ ▪▪▪▪▪ ▪▪▪ ▪▪▪▪ ▪▪ ▪▪▪▪▪ ▪▪▪▪ ▪▪▪ ▪▪▪▪ ▪▪▪▪▪ ▪▪ ▪▪▪▪ ▪▪▪ ▪▪▪▪▪ ▪▪▪ ▪▪▪▪ ▪▪ ▪▪▪▪▪ ▪▪▪▪ ▪▪▪ ▪▪▪▪ ▪▪▪▪▪ ▪▪ ▪▪▪▪ ▪▪▪ ▪▪▪▪▪ ▪▪▪ ▪▪▪▪ ▪▪ ▪▪▪▪▪ ▪▪▪▪ ▪▪▪ ▪▪▪▪ ▪▪▪▪▪ ▪▪ ▪▪▪▪ ▪▪▪ ▪▪▪▪▪ ▪▪▪ ▪▪▪▪ ▪▪ ▪▪▪▪▪ ▪▪▪▪ ▪▪▪ ▪▪▪▪ ▪▪▪▪▪ ▪▪ ▪▪▪▪ ▪▪▪ ▪▪▪▪▪ ▪▪▪ ▪▪▪▪ ▪▪ ▪▪▪▪▪ ▪▪▪▪ ▪▪▪ ▪▪▪▪ ▪▪▪▪▪ ▪▪ ▪▪▪▪ ▪▪▪ ▪▪▪▪▪ ▪▪▪ ▪▪▪▪ ▪▪ ▪▪▪▪▪ ▪▪▪▪ ▪▪▪ ▪▪▪▪ ▪▪▪▪▪ ▪▪ ▪▪▪▪ ▪▪▪ ▪▪▪▪▪ ▪▪▪ ▪▪▪▪ (1333, 219, 1580, 473)
ad-title: ΤΟ ΙΑΠΩΝΙΚΟΝ ΑΗΔΟΝΙ (860, 1181, 1059, 1200)
article-body: ▪▪▪▪ ▪▪ ▪▪▪ ▪▪▪▪ ▪▪▪▪▪ ▪▪▪ ▪▪▪▪▪ ▪▪ ▪▪▪▪ ▪▪▪ ▪▪▪▪▪ ▪▪▪ ▪▪▪▪ ▪▪ ▪▪▪▪▪ ▪▪▪▪ ▪▪▪ ▪▪▪▪ ▪▪▪▪▪ ▪▪ ▪▪▪▪ ▪▪▪ ▪▪▪▪▪ ▪▪▪ ▪▪▪▪ ▪▪ ▪▪▪▪▪ ▪▪▪▪ ▪▪▪ ▪▪▪▪ ▪▪▪▪▪ ▪▪ ▪▪▪▪ ▪▪▪ ▪▪▪▪▪ ▪▪▪ ▪▪▪▪ ▪▪ ▪▪▪▪▪ ▪▪▪▪ ▪▪▪ ▪▪▪▪ ▪▪▪▪▪ ▪▪ ▪▪▪▪ ▪▪▪ ▪▪▪▪▪ ▪▪▪ ▪▪▪▪ (718, 247, 1066, 348)
loan-row-unit: ΔΡΑΧΜΑΙ (561, 1372, 607, 1383)
ad-line: ΕΙΝΕ ΘΗΣΑΥΡΟΣ ΧΑΜΕΝΟΣ (132, 2082, 306, 2124)
loan-row (368, 1342, 612, 1372)
dateline: ΡΩΜΗ, 14 Ἀπριλίου. (718, 389, 865, 405)
section-heading: Η ΣΥΝΑΥΛΙΑ ΤΗΣ 4ης ΚΑΙΤΗΣ (113, 429, 325, 445)
article-body: ▪▪▪▪ ▪▪ ▪▪▪ ▪▪▪▪ ▪▪▪▪▪ ▪▪▪ ▪▪▪▪▪ ▪▪ ▪▪▪▪ ▪▪▪ ▪▪▪▪▪ ▪▪▪ ▪▪▪▪ ▪▪ ▪▪▪▪▪ ▪▪▪▪ ▪▪▪ ▪▪▪▪ ▪▪▪▪▪ ▪▪ ▪▪▪▪ ▪▪▪ ▪▪▪▪▪ ▪▪▪ ▪▪▪▪ ▪▪ ▪▪▪▪▪ ▪▪▪▪ ▪▪▪ ▪▪▪▪ ▪▪▪▪▪ ▪▪ ▪▪▪▪ ▪▪▪ ▪▪▪▪▪ ▪▪▪ ▪▪▪▪ ▪▪ ▪▪▪▪▪ ▪▪▪▪ ▪▪▪ ▪▪▪▪ ▪▪▪▪▪ ▪▪ ▪▪▪▪ ▪▪▪ ▪▪▪▪▪ ▪▪▪ ▪▪▪▪ ▪▪ ▪▪▪▪▪ ▪▪▪▪ ▪▪▪ ▪▪▪▪ ▪▪▪▪▪ ▪▪ ▪▪▪▪ ▪▪▪ ▪▪▪▪▪ ▪▪▪ ▪▪▪▪ ▪▪ ▪▪▪▪▪ ▪▪▪▪ ▪▪▪ ▪▪▪▪ ▪▪▪▪▪ ▪▪ ▪▪▪▪ ▪▪▪ ▪▪▪▪▪ ▪▪▪ ▪▪▪▪ ▪▪ ▪▪▪▪▪ ▪▪▪▪ ▪▪▪ ▪▪▪▪ ▪▪▪▪▪ ▪▪ ▪▪▪▪ ▪▪▪ ▪▪▪▪▪ ▪▪▪ ▪▪▪▪ ▪▪ ▪▪▪▪▪ ▪▪▪▪ ▪▪▪ ▪▪▪▪ ▪▪▪▪▪ ▪▪ ▪▪▪▪ ▪▪▪ ▪▪▪▪▪ ▪▪▪ ▪▪▪▪ (1076, 226, 1323, 480)
headline: ΕΑΝ ΕΚΤΕΛΕΣΘΗ ΑΥΣΤΗΡΩΣ Η ΣΥΝΘΗΚΗ (1157, 535, 1499, 554)
section-heading: ΨΗΦΙΣΜΑΤΑ (156, 1053, 282, 1074)
article-body: ▪▪▪▪ ▪▪ ▪▪▪ ▪▪▪▪ ▪▪▪▪▪ ▪▪▪ ▪▪▪▪▪ ▪▪ ▪▪▪▪ ▪▪▪ ▪▪▪▪▪ ▪▪▪ ▪▪▪▪ ▪▪ ▪▪▪▪▪ ▪▪▪▪ ▪▪▪ ▪▪▪▪ ▪▪▪▪▪ ▪▪ ▪▪▪▪ ▪▪▪ ▪▪▪▪▪ ▪▪▪ ▪▪▪▪ ▪▪ ▪▪▪▪▪ ▪▪▪▪ ▪▪▪ ▪▪▪▪ ▪▪▪▪▪ ▪▪ ▪▪▪▪ ▪▪▪ ▪▪▪▪▪ ▪▪▪ ▪▪▪▪ ▪▪ ▪▪▪▪▪ ▪▪▪▪ ▪▪▪ ▪▪▪▪ ▪▪▪▪▪ ▪▪ ▪▪▪▪ ▪▪▪ ▪▪▪▪▪ ▪▪▪ ▪▪▪▪ ▪▪ ▪▪▪▪▪ ▪▪▪▪ ▪▪▪ ▪▪▪▪ ▪▪▪▪▪ ▪▪ ▪▪▪▪ ▪▪▪ ▪▪▪▪▪ ▪▪▪ ▪▪▪▪ ▪▪ ▪▪▪▪▪ ▪▪▪▪ ▪▪▪ ▪▪▪▪ ▪▪▪▪▪ ▪▪ ▪▪▪▪ ▪▪▪ ▪▪▪▪▪ ▪▪▪ ▪▪▪▪ ▪▪ ▪▪▪▪▪ ▪▪▪▪ ▪▪▪ ▪▪▪▪ ▪▪▪▪▪ ▪▪ ▪▪▪▪ ▪▪▪ ▪▪▪▪▪ ▪▪▪ ▪▪▪▪ ▪▪ ▪▪▪▪▪ ▪▪▪▪ ▪▪▪ ▪▪▪▪ ▪▪▪▪▪ ▪▪ ▪▪▪▪ ▪▪▪ ▪▪▪▪▪ ▪▪▪ ▪▪▪▪ ▪▪ ▪▪▪▪▪ ▪▪▪▪ ▪▪▪ ▪▪▪▪ ▪▪▪▪▪ ▪▪ ▪▪▪▪ ▪▪▪ ▪▪▪▪▪ ▪▪▪ ▪▪▪▪ ▪▪ ▪▪▪▪▪ ▪▪▪▪ ▪▪▪ ▪▪▪▪ ▪▪▪▪▪ ▪▪ ▪▪▪▪ ▪▪▪ ▪▪▪▪▪ ▪▪▪ ▪▪▪▪ ▪▪ ▪▪▪▪▪ ▪▪▪▪ ▪▪▪ ▪▪▪▪ ▪▪▪▪▪ ▪▪ ▪▪▪▪ ▪▪▪ ▪▪▪▪▪ ▪▪▪ ▪▪▪▪ ▪▪ ▪▪▪▪▪ ▪▪▪▪ ▪▪▪ ▪▪▪▪ ▪▪▪▪▪ ▪▪ ▪▪▪▪ ▪▪▪ ▪▪▪▪▪ ▪▪▪ ▪▪▪▪ ▪▪ ▪▪▪▪▪ ▪▪▪▪ ▪▪▪ ▪▪▪▪ ▪▪▪▪▪ ▪▪ ▪▪▪▪ ▪▪▪ ▪▪▪▪▪ ▪▪▪ ▪▪▪▪ ▪▪ ▪▪▪▪▪ ▪▪▪▪ ▪▪▪ ▪▪▪▪ ▪▪▪▪▪ ▪▪ ▪▪▪▪ ▪▪▪ ▪▪▪▪▪ ▪▪▪ ▪▪▪▪ ▪▪ ▪▪▪▪▪ ▪▪▪▪ ▪▪▪ ▪▪▪▪ ▪▪▪▪▪ ▪▪ ▪▪▪▪ ▪▪▪ ▪▪▪▪▪ ▪▪▪ ▪▪▪▪ (88, 446, 350, 887)
section-heading: ΟΙ ΚΟΜΜΟΥΝΙΣΤΑΙ ΕΝ ΣΕΡΒΙΑ (618, 1087, 803, 1101)
headline: ΤΙ ΑΠΕΦΑΣΙΣΕΝ Η ΔΙΑΣΚΕΨΙΣ (1183, 183, 1473, 205)
ad-line: LINGERIE FINE (683, 1571, 790, 1587)
loan-row (368, 1402, 612, 1431)
headline: Η ΙΤΑΛΙΚΗ ΕΠΙΡΡΟΗ ΕΝ ΜΙΚΡΑΣΙΑ (431, 873, 753, 894)
column-divider (1070, 118, 1072, 2248)
corsets-ad (630, 1550, 843, 1636)
article-body: ▪▪▪▪ ▪▪ ▪▪▪ ▪▪▪▪ ▪▪▪▪▪ ▪▪▪ ▪▪▪▪▪ ▪▪ ▪▪▪▪ ▪▪▪ ▪▪▪▪▪ ▪▪▪ ▪▪▪▪ ▪▪ ▪▪▪▪▪ ▪▪▪▪ ▪▪▪ ▪▪▪▪ ▪▪▪▪▪ ▪▪ ▪▪▪▪ ▪▪▪ ▪▪▪▪▪ ▪▪▪ ▪▪▪▪ ▪▪ ▪▪▪▪▪ ▪▪▪▪ ▪▪▪ ▪▪▪▪ ▪▪▪▪▪ ▪▪ ▪▪▪▪ ▪▪▪ ▪▪▪▪▪ ▪▪▪ ▪▪▪▪ ▪▪ ▪▪▪▪▪ ▪▪▪▪ ▪▪▪ ▪▪▪▪ ▪▪▪▪▪ ▪▪ ▪▪▪▪ ▪▪▪ ▪▪▪▪▪ ▪▪▪ ▪▪▪▪ ▪▪ ▪▪▪▪▪ ▪▪▪▪ ▪▪▪ ▪▪▪▪ ▪▪▪▪▪ ▪▪ ▪▪▪▪ ▪▪▪ ▪▪▪▪▪ ▪▪▪ ▪▪▪▪ (1076, 1005, 1580, 1089)
article-body: ▪▪▪▪ ▪▪ ▪▪▪ ▪▪▪▪ ▪▪▪▪▪ ▪▪▪ ▪▪▪▪▪ ▪▪ ▪▪▪▪ ▪▪▪ ▪▪▪▪▪ ▪▪▪ ▪▪▪▪ ▪▪ ▪▪▪▪▪ ▪▪▪▪ ▪▪▪ ▪▪▪▪ ▪▪▪▪▪ ▪▪ ▪▪▪▪ ▪▪▪ ▪▪▪▪▪ ▪▪▪ ▪▪▪▪ ▪▪ ▪▪▪▪▪ ▪▪▪▪ ▪▪▪ ▪▪▪▪ ▪▪▪▪▪ ▪▪ ▪▪▪▪ ▪▪▪ ▪▪▪▪▪ ▪▪▪ ▪▪▪▪ ▪▪ ▪▪▪▪▪ ▪▪▪▪ ▪▪▪ ▪▪▪▪ ▪▪▪▪▪ (1076, 1191, 1580, 1258)
ad-line: CORSETS (702, 1557, 770, 1573)
section-heading: ΚΗΔΕΙΑ (920, 703, 980, 720)
ad-subtitle: ΑΝΝΙΤΑ ΑΥΣΤ (914, 1198, 1005, 1213)
section-heading: ΗΜΑΤΙΣΤΙΚΟΝ ΔΕΛΤΙΟΝ (126, 152, 312, 169)
ad-title: ΒΟΥΤΥΡΟΜΗΧΑΝΑΙ (874, 1217, 1045, 1237)
banner-headline: ΤΕΛΕΥΤΑΙΑ ΩΡΑ (469, 118, 957, 178)
article-body: ▪▪▪▪ ▪▪ ▪▪▪ ▪▪▪▪ ▪▪▪▪▪ ▪▪▪ ▪▪▪▪▪ ▪▪ ▪▪▪▪ ▪▪▪ ▪▪▪▪▪ ▪▪▪ ▪▪▪▪ ▪▪ ▪▪▪▪▪ ▪▪▪▪ ▪▪▪ ▪▪▪▪ ▪▪▪▪▪ ▪▪ ▪▪▪▪ ▪▪▪ ▪▪▪▪▪ ▪▪▪ ▪▪▪▪ ▪▪ ▪▪▪▪▪ ▪▪▪▪ ▪▪▪ ▪▪▪▪ ▪▪▪▪▪ ▪▪ ▪▪▪▪ ▪▪▪ ▪▪▪▪▪ ▪▪▪ ▪▪▪▪ ▪▪ ▪▪▪▪▪ ▪▪▪▪ ▪▪▪ ▪▪▪▪ ▪▪▪▪▪ ▪▪ ▪▪▪▪ ▪▪▪ ▪▪▪▪▪ ▪▪▪ ▪▪▪▪ (629, 1334, 843, 1484)
ad-title: ΛΑΧΕΙΟΦΟΡΟΝ ΔΑΝΕΙΟΝ (646, 1182, 827, 1198)
